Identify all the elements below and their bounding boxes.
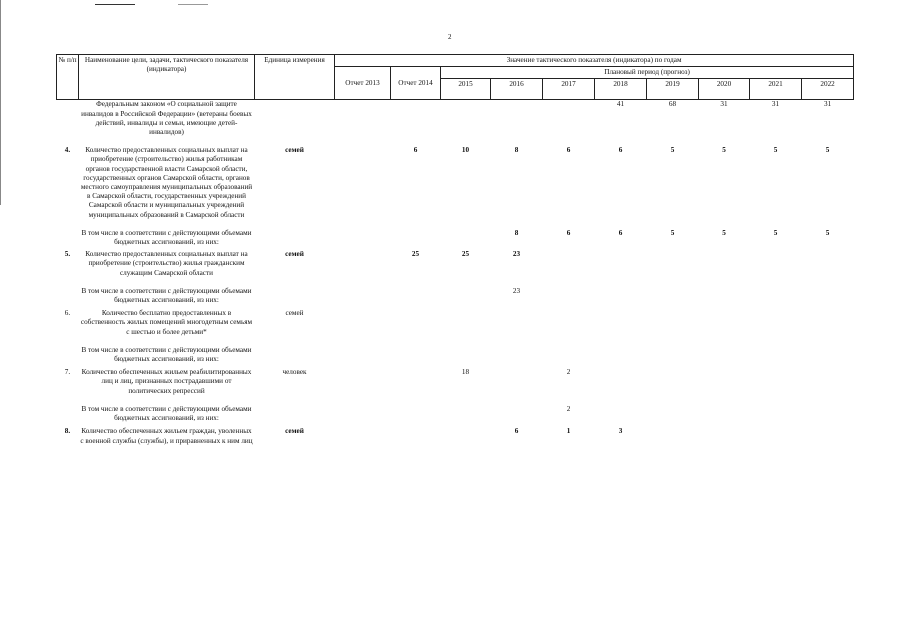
indicator-name: Количество обеспеченных жильем реабилитированных лиц и лиц, признанных пострадавшими от политических репрессий	[81, 368, 252, 395]
value-2013	[335, 146, 391, 220]
unit-cell	[255, 229, 335, 247]
value-2014	[391, 287, 441, 305]
value-cell: 5	[773, 146, 778, 155]
value-cell: 23	[512, 250, 521, 259]
table-row	[57, 309, 854, 337]
row-spacer	[57, 446, 854, 455]
indicator-name: Количество обеспеченных жильем граждан, уволенных с военной службы (службы), и приравненных к ним лиц	[80, 427, 253, 445]
row-number: 8.	[64, 427, 71, 436]
unit-cell	[255, 100, 335, 137]
col-header-values: Значение тактического показателя (индикатора) по годам	[335, 55, 854, 67]
value-cell: 31	[720, 100, 728, 109]
col-header-2013: Отчет 2013	[335, 67, 391, 100]
value-cell	[647, 405, 699, 423]
value-cell	[750, 405, 802, 423]
value-cell: 6	[566, 228, 571, 237]
value-cell	[699, 368, 750, 396]
value-2014	[391, 427, 441, 445]
value-cell	[802, 250, 854, 278]
value-2013	[335, 250, 391, 278]
value-cell	[647, 427, 699, 445]
value-cell	[491, 405, 543, 423]
scan-artifact-edge	[0, 0, 1, 205]
col-header-plan: Плановый период (прогноз)	[441, 67, 854, 79]
row-spacer	[57, 137, 854, 146]
value-2013	[335, 309, 391, 337]
table-row	[57, 287, 854, 305]
indicator-name: Количество предоставленных социальных выплат на приобретение (строительство) жилья работникам органов государственной власти Самарской области, государственных органов Самарской области, органов местного самоуправления муниципальных образований в Самарской области, государственных учреждений Самарской области и муниципальных учреждений муниципальных образований в Самарской области	[80, 146, 253, 219]
unit-cell: семей	[285, 146, 304, 155]
spacer-cell	[57, 446, 854, 455]
value-cell	[595, 250, 647, 278]
table-row	[57, 346, 854, 364]
value-cell	[699, 309, 750, 337]
value-cell	[543, 287, 595, 305]
table-row	[57, 405, 854, 423]
value-cell: 31	[823, 100, 832, 109]
row-spacer	[57, 396, 854, 405]
col-header-year: 2018	[595, 79, 647, 100]
value-2013	[335, 346, 391, 364]
value-cell	[647, 346, 699, 364]
value-2013	[335, 100, 391, 137]
value-cell	[491, 346, 543, 364]
value-cell	[699, 346, 750, 364]
row-number	[57, 100, 79, 137]
indicator-name: В том числе в соответствии с действующими объемами бюджетных ассигнований, из них:	[81, 404, 252, 423]
value-cell: 5	[773, 228, 778, 237]
value-2013	[335, 427, 391, 445]
value-2014	[391, 405, 441, 423]
col-header-2014: Отчет 2014	[391, 67, 441, 100]
value-cell	[543, 100, 595, 137]
value-cell: 68	[668, 100, 677, 109]
col-header-year: 2015	[441, 79, 491, 100]
col-header-year: 2021	[750, 79, 802, 100]
value-cell	[595, 405, 647, 423]
value-2014: 25	[411, 250, 420, 259]
value-cell	[647, 309, 699, 337]
spacer-cell	[57, 220, 854, 229]
scan-artifact-line	[95, 4, 135, 5]
value-cell	[491, 368, 543, 396]
unit-cell	[255, 287, 335, 305]
row-number	[57, 287, 79, 305]
col-header-num: № п/п	[57, 55, 79, 100]
col-header-year: 2020	[699, 79, 750, 100]
value-cell: 8	[514, 228, 519, 237]
value-2014	[391, 229, 441, 247]
value-cell	[750, 346, 802, 364]
value-cell: 23	[512, 286, 521, 295]
value-cell	[750, 368, 802, 396]
value-cell	[441, 287, 491, 305]
value-cell	[441, 309, 491, 337]
col-header-year: 2022	[802, 79, 854, 100]
row-number: 4.	[64, 146, 71, 155]
value-cell	[699, 287, 750, 305]
value-cell	[750, 309, 802, 337]
col-header-unit: Единица измерения	[255, 55, 335, 100]
value-cell	[543, 309, 595, 337]
value-cell: 6	[618, 146, 623, 155]
value-cell	[699, 427, 750, 445]
value-cell	[802, 287, 854, 305]
value-cell: 1	[566, 427, 571, 436]
value-cell	[699, 405, 750, 423]
value-2014	[391, 100, 441, 137]
spacer-cell	[57, 137, 854, 146]
col-header-year: 2017	[543, 79, 595, 100]
value-cell	[595, 309, 647, 337]
value-2013	[335, 405, 391, 423]
value-cell	[595, 346, 647, 364]
indicator-name: Количество бесплатно предоставленных в собственность жилых помещений многодетным семьям с шестью и более детьми*	[80, 309, 253, 336]
value-cell: 31	[771, 100, 780, 109]
value-2014	[391, 368, 441, 396]
value-cell	[595, 287, 647, 305]
row-spacer	[57, 278, 854, 287]
value-cell: 2	[566, 404, 571, 413]
col-header-name: Наименование цели, задачи, тактического показателя (индикатора)	[79, 55, 255, 100]
value-cell: 5	[825, 146, 830, 155]
indicator-name: В том числе в соответствии с действующими объемами бюджетных ассигнований, из них:	[81, 228, 252, 247]
value-cell	[441, 229, 491, 247]
row-number: 6.	[64, 309, 71, 318]
value-cell	[647, 250, 699, 278]
page-number: 2	[448, 33, 452, 41]
unit-cell	[255, 405, 335, 423]
value-cell	[750, 287, 802, 305]
value-cell: 3	[618, 427, 623, 436]
row-number: 5.	[64, 250, 71, 259]
value-cell	[441, 405, 491, 423]
value-2014	[391, 346, 441, 364]
value-cell	[441, 100, 491, 137]
value-cell	[802, 309, 854, 337]
value-cell: 2	[566, 368, 571, 377]
col-header-year: 2019	[647, 79, 699, 100]
value-2014	[391, 309, 441, 337]
value-cell	[441, 346, 491, 364]
value-cell	[802, 346, 854, 364]
value-cell	[802, 427, 854, 445]
value-cell	[647, 287, 699, 305]
value-cell: 6	[566, 146, 571, 155]
value-cell: 8	[514, 146, 519, 155]
unit-cell: семей	[285, 427, 304, 436]
indicator-name: Федеральным законом «О социальной защите инвалидов в Российской Федерации» (ветераны боевых действий, инвалиды и семьи, имеющие детей-инвалидов)	[81, 100, 252, 137]
value-cell	[491, 309, 543, 337]
unit-cell	[255, 346, 335, 364]
value-2014: 6	[413, 146, 418, 155]
value-2013	[335, 229, 391, 247]
row-number	[57, 405, 79, 423]
table-row	[57, 229, 854, 247]
value-cell: 5	[722, 146, 726, 155]
unit-cell: семей	[285, 250, 304, 259]
indicator-table	[56, 54, 854, 455]
value-2013	[335, 287, 391, 305]
spacer-cell	[57, 278, 854, 287]
row-spacer	[57, 337, 854, 346]
value-cell: 5	[670, 228, 675, 237]
table-header	[57, 55, 854, 100]
col-header-year: 2016	[491, 79, 543, 100]
value-cell	[595, 368, 647, 396]
value-cell	[491, 100, 543, 137]
row-spacer	[57, 220, 854, 229]
value-cell: 41	[616, 100, 625, 109]
unit-cell: семей	[285, 309, 304, 318]
spacer-cell	[57, 337, 854, 346]
value-cell	[750, 427, 802, 445]
indicator-name: В том числе в соответствии с действующими объемами бюджетных ассигнований, из них:	[81, 286, 252, 305]
value-cell: 5	[825, 228, 830, 237]
table-row	[57, 250, 854, 278]
row-number: 7.	[64, 368, 71, 377]
value-cell	[543, 346, 595, 364]
value-cell	[699, 250, 750, 278]
scan-artifact-line	[178, 4, 208, 5]
table-body	[57, 100, 854, 455]
table-row	[57, 146, 854, 220]
indicator-name: В том числе в соответствии с действующими объемами бюджетных ассигнований, из них:	[81, 345, 252, 364]
value-cell: 5	[722, 228, 726, 237]
value-cell	[441, 427, 491, 445]
table-row	[57, 368, 854, 396]
value-cell: 25	[461, 250, 470, 259]
value-cell	[647, 368, 699, 396]
value-cell: 18	[461, 368, 470, 377]
value-cell: 5	[670, 146, 675, 155]
indicator-name: Количество предоставленных социальных выплат на приобретение (строительство) жилья гражданским служащим Самарской области	[85, 250, 248, 277]
row-number	[57, 229, 79, 247]
value-2013	[335, 368, 391, 396]
value-cell	[750, 250, 802, 278]
table-row	[57, 427, 854, 445]
table-row	[57, 100, 854, 137]
spacer-cell	[57, 396, 854, 405]
row-number	[57, 346, 79, 364]
value-cell	[802, 405, 854, 423]
unit-cell: человек	[282, 368, 307, 377]
value-cell	[802, 368, 854, 396]
value-cell: 10	[461, 146, 470, 155]
value-cell	[543, 250, 595, 278]
value-cell: 6	[618, 228, 623, 237]
value-cell: 6	[514, 427, 519, 436]
